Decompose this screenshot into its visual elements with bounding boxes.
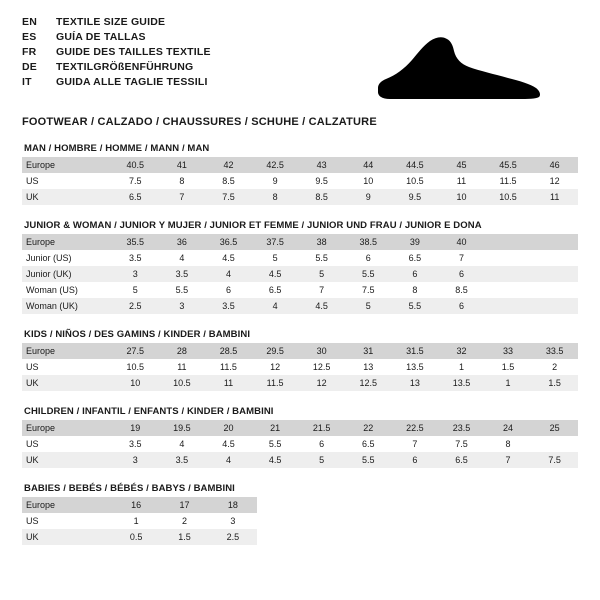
language-title: TEXTILGRÖßENFÜHRUNG	[56, 61, 194, 73]
cell: 1.5	[485, 359, 532, 375]
cell: 10	[112, 375, 159, 391]
row-label: US	[22, 513, 112, 529]
cell: 5	[252, 250, 299, 266]
cell: 8	[159, 173, 206, 189]
table-row	[22, 234, 578, 250]
row-label: Junior (UK)	[22, 266, 112, 282]
cell: 4	[205, 266, 252, 282]
table-row	[22, 157, 578, 173]
cell: 30	[298, 343, 345, 359]
language-title: GUÍA DE TALLAS	[56, 31, 146, 43]
cell: 27.5	[112, 343, 159, 359]
cell: 10	[438, 189, 485, 205]
cell: 8	[252, 189, 299, 205]
cell: 10	[345, 173, 392, 189]
cell: 10.5	[112, 359, 159, 375]
cell: 46	[531, 157, 578, 173]
cell: 11.5	[252, 375, 299, 391]
cell: 2	[531, 359, 578, 375]
cell: 13.5	[392, 359, 439, 375]
cell	[485, 282, 532, 298]
cell: 11	[438, 173, 485, 189]
cell: 6.5	[438, 452, 485, 468]
cell: 5	[112, 282, 159, 298]
cell: 17	[160, 497, 208, 513]
size-table-body	[22, 343, 578, 391]
cell: 4	[159, 436, 206, 452]
cell	[531, 266, 578, 282]
cell: 21	[252, 420, 299, 436]
cell: 38	[298, 234, 345, 250]
cell: 1	[485, 375, 532, 391]
row-label: UK	[22, 529, 112, 545]
header	[22, 16, 578, 108]
language-row	[22, 16, 211, 31]
cell: 33.5	[531, 343, 578, 359]
size-table-body	[22, 497, 257, 545]
size-table-body	[22, 157, 578, 205]
language-code: DE	[22, 61, 37, 73]
table-row	[22, 375, 578, 391]
cell: 13	[345, 359, 392, 375]
cell: 19.5	[159, 420, 206, 436]
row-label: US	[22, 436, 112, 452]
cell: 7.5	[112, 173, 159, 189]
dress-shoe-icon	[368, 26, 548, 106]
cell: 2.5	[112, 298, 159, 314]
table-row	[22, 343, 578, 359]
group-man	[22, 143, 578, 205]
cell: 36	[159, 234, 206, 250]
cell: 28	[159, 343, 206, 359]
cell	[531, 282, 578, 298]
cell: 9.5	[392, 189, 439, 205]
size-table-children	[22, 420, 578, 468]
cell: 44.5	[392, 157, 439, 173]
cell: 8	[392, 282, 439, 298]
cell: 37.5	[252, 234, 299, 250]
cell: 4.5	[298, 298, 345, 314]
cell	[485, 298, 532, 314]
cell: 4	[252, 298, 299, 314]
cell: 28.5	[205, 343, 252, 359]
cell: 31	[345, 343, 392, 359]
cell: 44	[345, 157, 392, 173]
cell: 12	[531, 173, 578, 189]
cell: 3.5	[112, 436, 159, 452]
cell: 22.5	[392, 420, 439, 436]
cell: 9.5	[298, 173, 345, 189]
cell: 3	[112, 266, 159, 282]
cell: 43	[298, 157, 345, 173]
row-label: Europe	[22, 420, 112, 436]
group-title: JUNIOR & WOMAN / JUNIOR Y MUJER / JUNIOR ET FEMME / JUNIOR UND FRAU / JUNIOR E DONA	[24, 220, 482, 231]
table-row	[22, 513, 257, 529]
cell	[485, 234, 532, 250]
cell: 1.5	[160, 529, 208, 545]
cell: 5.5	[159, 282, 206, 298]
cell: 5.5	[298, 250, 345, 266]
cell: 18	[209, 497, 257, 513]
row-label: UK	[22, 375, 112, 391]
group-babies	[22, 483, 578, 545]
language-title: TEXTILE SIZE GUIDE	[56, 16, 166, 28]
cell: 35.5	[112, 234, 159, 250]
cell: 7	[485, 452, 532, 468]
cell: 6.5	[345, 436, 392, 452]
language-row	[22, 76, 211, 91]
cell: 5.5	[252, 436, 299, 452]
row-label: UK	[22, 452, 112, 468]
cell: 40	[438, 234, 485, 250]
table-row	[22, 436, 578, 452]
size-table-body	[22, 420, 578, 468]
row-label: Europe	[22, 157, 112, 173]
group-title: MAN / HOMBRE / HOMME / MANN / MAN	[24, 143, 210, 154]
cell: 33	[485, 343, 532, 359]
group-title: BABIES / BEBÉS / BÉBÉS / BABYS / BAMBINI	[24, 483, 235, 494]
cell: 6	[345, 250, 392, 266]
cell: 5.5	[345, 452, 392, 468]
cell: 20	[205, 420, 252, 436]
cell: 7.5	[205, 189, 252, 205]
cell: 12	[252, 359, 299, 375]
cell: 11.5	[485, 173, 532, 189]
table-row	[22, 452, 578, 468]
cell: 11	[159, 359, 206, 375]
cell	[531, 298, 578, 314]
cell: 10.5	[485, 189, 532, 205]
group-children	[22, 406, 578, 468]
cell: 12	[298, 375, 345, 391]
language-code: EN	[22, 16, 37, 28]
cell: 6	[298, 436, 345, 452]
cell: 7	[392, 436, 439, 452]
row-label: Europe	[22, 343, 112, 359]
cell: 3	[112, 452, 159, 468]
cell	[531, 250, 578, 266]
cell: 21.5	[298, 420, 345, 436]
size-table-junior-woman	[22, 234, 578, 314]
size-table-body	[22, 234, 578, 314]
cell: 39	[392, 234, 439, 250]
cell: 7.5	[531, 452, 578, 468]
table-row	[22, 189, 578, 205]
cell: 6.5	[392, 250, 439, 266]
cell: 12.5	[345, 375, 392, 391]
table-row	[22, 250, 578, 266]
cell: 7	[298, 282, 345, 298]
cell: 7	[159, 189, 206, 205]
cell: 2	[160, 513, 208, 529]
cell: 40.5	[112, 157, 159, 173]
row-label: US	[22, 173, 112, 189]
group-junior-woman	[22, 220, 578, 314]
cell: 5.5	[392, 298, 439, 314]
cell: 42	[205, 157, 252, 173]
row-label: US	[22, 359, 112, 375]
cell: 3	[209, 513, 257, 529]
cell: 29.5	[252, 343, 299, 359]
group-title: CHILDREN / INFANTIL / ENFANTS / KINDER / BAMBINI	[24, 406, 274, 417]
cell	[531, 436, 578, 452]
cell: 9	[252, 173, 299, 189]
cell: 10.5	[392, 173, 439, 189]
cell: 3.5	[159, 452, 206, 468]
row-label: Woman (US)	[22, 282, 112, 298]
cell: 3.5	[112, 250, 159, 266]
cell: 6	[438, 266, 485, 282]
cell: 4	[159, 250, 206, 266]
cell: 4.5	[252, 266, 299, 282]
cell: 5	[298, 452, 345, 468]
table-row	[22, 173, 578, 189]
cell	[531, 234, 578, 250]
row-label: UK	[22, 189, 112, 205]
cell: 25	[531, 420, 578, 436]
cell: 6.5	[252, 282, 299, 298]
language-title-list-body	[22, 16, 211, 91]
cell: 6	[438, 298, 485, 314]
cell: 1.5	[531, 375, 578, 391]
cell: 3.5	[205, 298, 252, 314]
group-kids	[22, 329, 578, 391]
language-code: FR	[22, 46, 37, 58]
cell: 4	[205, 452, 252, 468]
cell: 45.5	[485, 157, 532, 173]
table-row	[22, 497, 257, 513]
cell: 6.5	[112, 189, 159, 205]
group-title: KIDS / NIÑOS / DES GAMINS / KINDER / BAMBINI	[24, 329, 251, 340]
cell: 6	[392, 266, 439, 282]
cell: 11.5	[205, 359, 252, 375]
table-row	[22, 282, 578, 298]
row-label: Europe	[22, 234, 112, 250]
table-row	[22, 298, 578, 314]
cell: 13	[392, 375, 439, 391]
cell: 12.5	[298, 359, 345, 375]
cell: 10.5	[159, 375, 206, 391]
language-row	[22, 31, 211, 46]
cell: 36.5	[205, 234, 252, 250]
cell: 45	[438, 157, 485, 173]
size-table-babies	[22, 497, 257, 545]
cell: 2.5	[209, 529, 257, 545]
cell: 7.5	[345, 282, 392, 298]
cell	[485, 250, 532, 266]
cell: 6	[205, 282, 252, 298]
language-code: IT	[22, 76, 32, 88]
cell: 13.5	[438, 375, 485, 391]
cell: 11	[205, 375, 252, 391]
language-title: GUIDA ALLE TAGLIE TESSILI	[56, 76, 208, 88]
language-code: ES	[22, 31, 37, 43]
cell: 23.5	[438, 420, 485, 436]
table-row	[22, 359, 578, 375]
cell: 6	[392, 452, 439, 468]
cell: 0.5	[112, 529, 160, 545]
row-label: Woman (UK)	[22, 298, 112, 314]
row-label: Europe	[22, 497, 112, 513]
table-row	[22, 529, 257, 545]
cell: 31.5	[392, 343, 439, 359]
cell: 5	[345, 298, 392, 314]
size-table-man	[22, 157, 578, 205]
cell: 3.5	[159, 266, 206, 282]
cell: 41	[159, 157, 206, 173]
cell: 5.5	[345, 266, 392, 282]
cell: 11	[531, 189, 578, 205]
cell: 1	[112, 513, 160, 529]
cell: 38.5	[345, 234, 392, 250]
cell: 5	[298, 266, 345, 282]
cell: 8	[485, 436, 532, 452]
cell: 4.5	[205, 250, 252, 266]
cell: 16	[112, 497, 160, 513]
cell: 24	[485, 420, 532, 436]
table-row	[22, 266, 578, 282]
cell: 7	[438, 250, 485, 266]
cell: 42.5	[252, 157, 299, 173]
table-row	[22, 420, 578, 436]
language-title-list	[22, 16, 211, 91]
cell: 4.5	[205, 436, 252, 452]
cell: 8.5	[438, 282, 485, 298]
size-table-kids	[22, 343, 578, 391]
cell: 3	[159, 298, 206, 314]
language-row	[22, 61, 211, 76]
cell: 9	[345, 189, 392, 205]
language-title: GUIDE DES TAILLES TEXTILE	[56, 46, 211, 58]
language-row	[22, 46, 211, 61]
cell: 7.5	[438, 436, 485, 452]
cell: 32	[438, 343, 485, 359]
category-title: FOOTWEAR / CALZADO / CHAUSSURES / SCHUHE / CALZATURE	[22, 116, 377, 128]
cell	[485, 266, 532, 282]
cell: 22	[345, 420, 392, 436]
cell: 4.5	[252, 452, 299, 468]
cell: 19	[112, 420, 159, 436]
cell: 8.5	[205, 173, 252, 189]
row-label: Junior (US)	[22, 250, 112, 266]
cell: 1	[438, 359, 485, 375]
cell: 8.5	[298, 189, 345, 205]
